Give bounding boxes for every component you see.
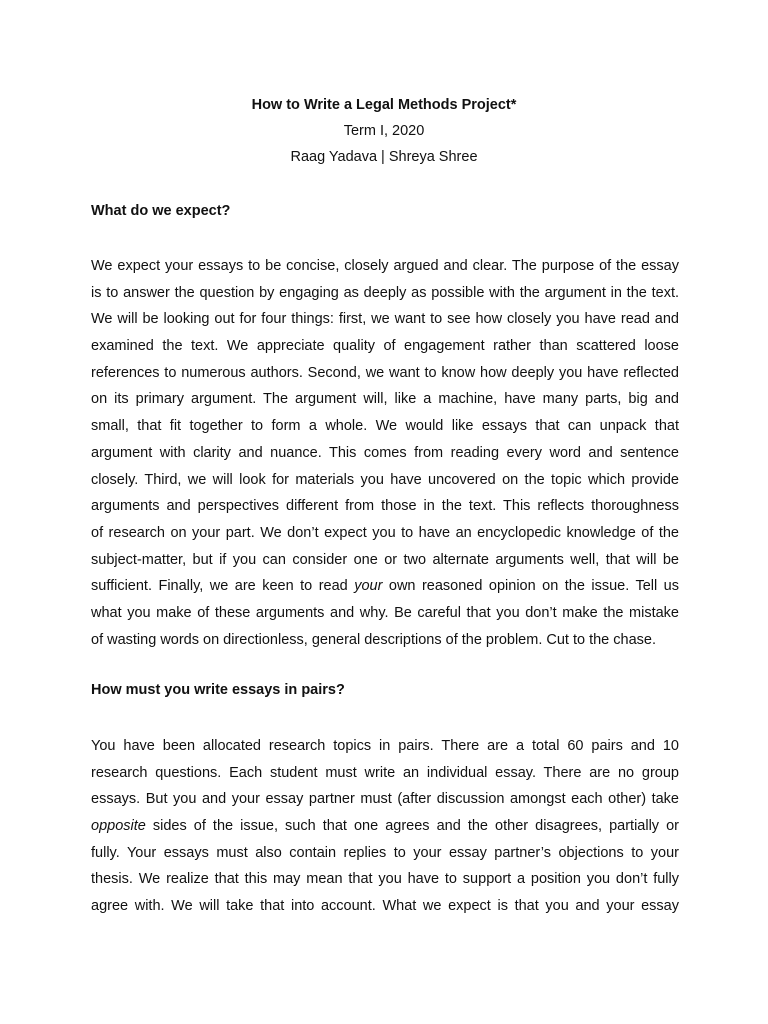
line-text: sides of the issue, such that one agrees and the other disagrees, partially or <box>145 818 679 835</box>
paragraph-line: small, that fit together to form a whole. We would like essays that can unpack that <box>91 418 679 435</box>
paragraph-line: what you make of these arguments and why. Be careful that you don’t make the mistake <box>91 604 679 621</box>
paragraph-line: agree with. We will take that into account. What we expect is that you and your essay <box>91 898 679 915</box>
emphasized-word: your <box>354 578 383 595</box>
paragraph-line: We will be looking out for four things: first, we want to see how closely you have read and <box>91 311 679 328</box>
paragraph-line <box>91 573 679 600</box>
section-heading-expectations: What do we expect? <box>91 203 231 219</box>
document-header <box>0 92 768 170</box>
line-text: sufficient. Finally, we are keen to read <box>91 578 355 595</box>
paragraph-line: examined the text. We appreciate quality of engagement rather than scattered loose <box>91 338 679 355</box>
paragraph-line: of research on your part. We don’t expect you to have an encyclopedic knowledge of the <box>91 524 679 541</box>
paragraph-line: closely. Third, we will look for materials you have uncovered on the topic which provide <box>91 471 679 488</box>
emphasized-word: opposite <box>91 818 146 835</box>
section-heading-pairs: How must you write essays in pairs? <box>91 682 345 698</box>
paragraph-line: on its primary argument. The argument will, like a machine, have many parts, big and <box>91 391 679 408</box>
paragraph-expectations <box>91 253 679 653</box>
paragraph-line: research questions. Each student must write an individual essay. There are no group <box>91 764 679 781</box>
paragraph-line: is to answer the question by engaging as deeply as possible with the argument in the text. <box>91 284 679 301</box>
paragraph-line: fully. Your essays must also contain replies to your essay partner’s objections to your <box>91 844 679 861</box>
document-authors: Raag Yadava | Shreya Shree <box>290 149 478 165</box>
paragraph-line: arguments and perspectives different from those in the text. This reflects thoroughness <box>91 498 679 515</box>
paragraph-line: We expect your essays to be concise, closely argued and clear. The purpose of the essay <box>91 258 679 274</box>
document-title: How to Write a Legal Methods Project* <box>251 97 517 113</box>
line-text: own reasoned opinion on the issue. Tell us <box>382 578 680 595</box>
paragraph-line: subject-matter, but if you can consider one or two alternate arguments well, that will be <box>91 551 679 568</box>
paragraph-line: argument with clarity and nuance. This comes from reading every word and sentence <box>91 444 679 461</box>
paragraph-pairs <box>91 733 679 920</box>
paragraph-line: of wasting words on directionless, general descriptions of the problem. Cut to the chase. <box>91 631 656 648</box>
paragraph-line: thesis. We realize that this may mean that you have to support a position you don’t fully <box>91 871 679 888</box>
paragraph-line: You have been allocated research topics in pairs. There are a total 60 pairs and 10 <box>91 738 679 754</box>
document-term: Term I, 2020 <box>343 123 425 139</box>
paragraph-line <box>91 813 679 840</box>
paragraph-line: references to numerous authors. Second, we want to know how deeply you have reflected <box>91 364 679 381</box>
paragraph-line: essays. But you and your essay partner must (after discussion amongst each other) take <box>91 791 679 808</box>
